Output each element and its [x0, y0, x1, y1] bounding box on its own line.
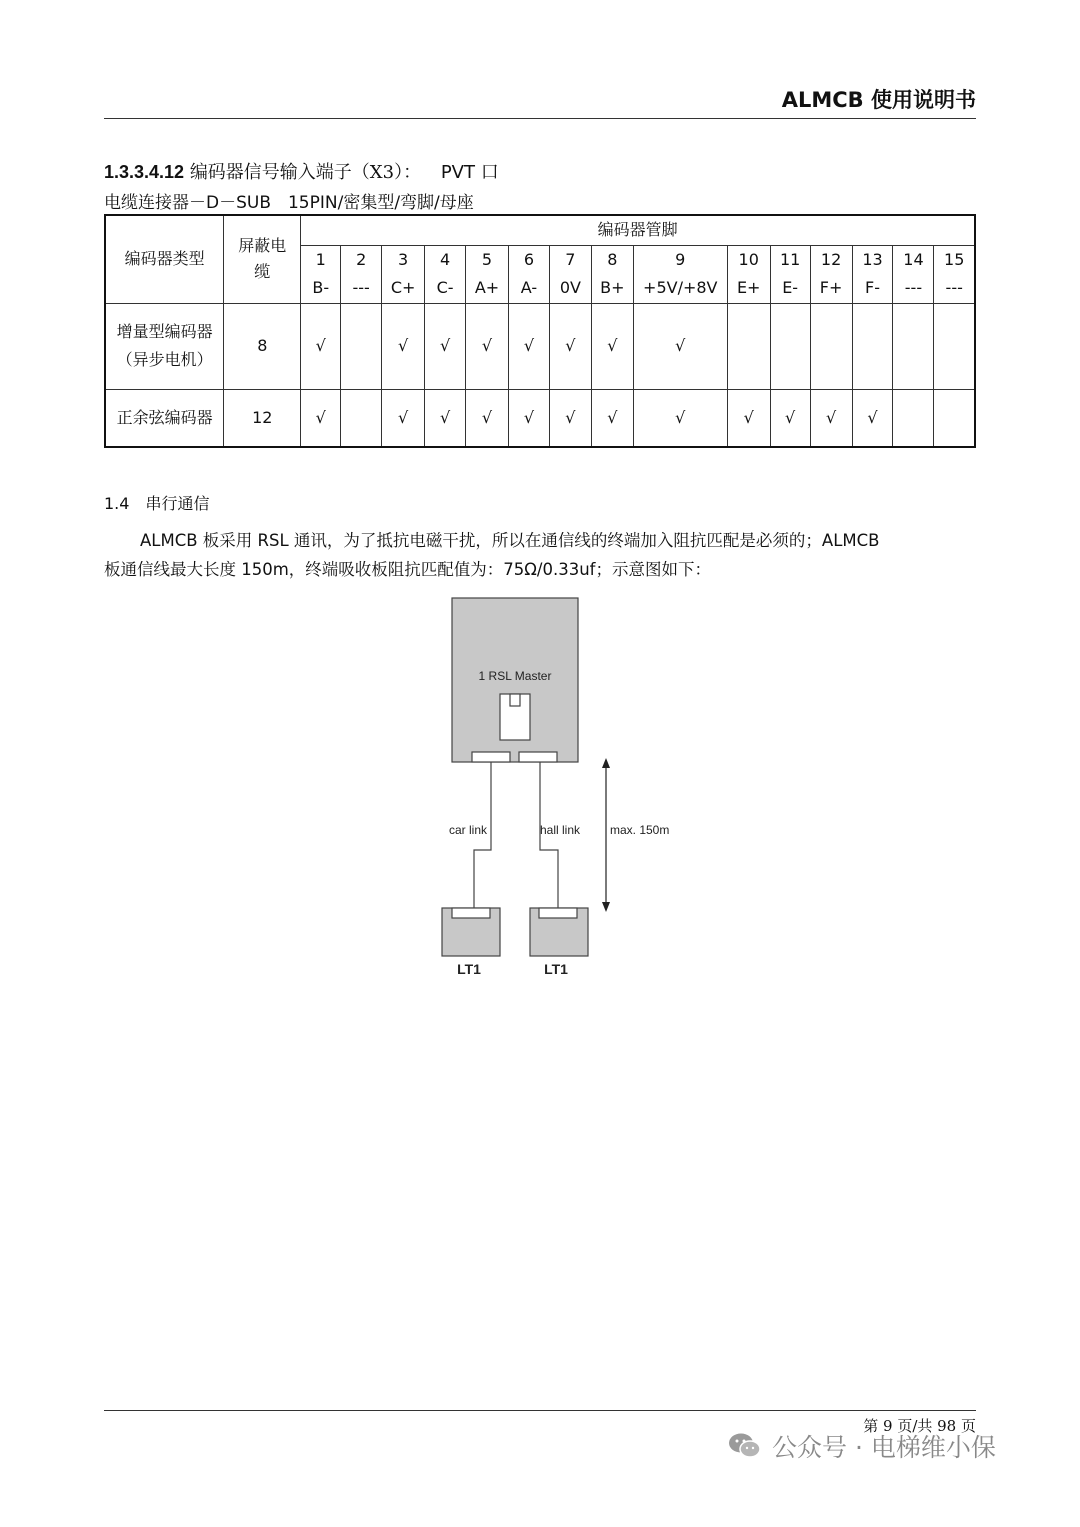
pin-signal: E-: [782, 278, 799, 297]
pin-signal: E+: [736, 278, 761, 297]
pin-header-4: [425, 245, 466, 303]
pin-header-6: [508, 245, 549, 303]
pin-check-cell: √: [852, 389, 893, 447]
pin-header-11: [770, 245, 810, 303]
pin-header-15: [934, 245, 975, 303]
pin-header-8: [591, 245, 633, 303]
table-row: [105, 303, 975, 389]
connector-description: 电缆连接器－D－SUB 15PIN/密集型/弯脚/母座: [104, 193, 474, 213]
chip-notch: [510, 694, 520, 706]
pin-check-cell: √: [466, 303, 509, 389]
pin-check-cell: [341, 303, 382, 389]
header-encoder-pins: 编码器管脚: [301, 215, 975, 245]
pin-check-cell: √: [591, 303, 633, 389]
encoder-type-cell: 增量型编码器（异步电机）: [105, 303, 224, 389]
car-link-port: [472, 752, 510, 762]
pin-check-cell: √: [301, 389, 341, 447]
section-number: 1.3.3.4.12: [104, 162, 185, 182]
arrow-down-head: [602, 902, 610, 912]
pin-signal: F-: [865, 278, 880, 297]
arrow-up-head: [602, 758, 610, 768]
pin-signal: 0V: [559, 278, 581, 297]
terminal-label-left: LT1: [457, 961, 481, 977]
pin-signal: C+: [390, 278, 416, 297]
pin-number: 15: [944, 250, 965, 269]
hall-link-label: hall link: [540, 823, 581, 837]
pin-signal: +5V/+8V: [643, 278, 718, 297]
pin-check-cell: √: [382, 389, 425, 447]
pin-check-cell: [341, 389, 382, 447]
terminal-port-left: [452, 908, 490, 918]
terminal-port-right: [539, 908, 577, 918]
pin-number: 5: [481, 250, 493, 269]
pin-check-cell: √: [508, 303, 549, 389]
pin-number: 7: [565, 250, 576, 269]
serial-paragraph: [104, 526, 976, 584]
pin-header-12: [810, 245, 852, 303]
pin-check-cell: √: [549, 303, 591, 389]
pin-check-cell: [852, 303, 893, 389]
pin-check-cell: √: [770, 389, 810, 447]
pin-header-3: [382, 245, 425, 303]
footer-rule: [104, 1410, 976, 1411]
pin-check-cell: √: [633, 303, 727, 389]
pin-signal: B+: [600, 278, 625, 297]
watermark-text: 公众号 · 电梯维小保: [772, 1433, 996, 1462]
pin-header-2: [341, 245, 382, 303]
pin-check-cell: [934, 389, 975, 447]
pin-check-cell: √: [591, 389, 633, 447]
table-row: [105, 389, 975, 447]
car-link-label: car link: [448, 823, 487, 837]
pin-signal: C-: [436, 278, 454, 297]
pin-header-10: [727, 245, 770, 303]
pin-check-cell: [727, 303, 770, 389]
shield-cable-cell: 8: [224, 303, 301, 389]
max-length-label: max. 150m: [610, 823, 670, 837]
pin-number: 13: [862, 250, 883, 269]
pin-signal: ---: [904, 278, 923, 297]
pin-number: 9: [675, 250, 686, 269]
pin-header-9: [633, 245, 727, 303]
pin-header-14: [893, 245, 934, 303]
pin-header-13: [852, 245, 893, 303]
encoder-pin-table: [104, 214, 976, 448]
serial-para-line2: 板通信线最大长度 150m，终端吸收板阻抗匹配值为：75Ω/0.33uf；示意图如下：: [104, 560, 711, 579]
pin-check-cell: [893, 389, 934, 447]
section-heading: [104, 158, 499, 184]
pin-check-cell: √: [466, 389, 509, 447]
serial-para-line1: ALMCB 板采用 RSL 通讯，为了抵抗电磁干扰，所以在通信线的终端加入阻抗匹配是必须的；ALMCB: [140, 531, 880, 550]
header-rule: [104, 118, 976, 119]
hall-link-port: [519, 752, 557, 762]
encoder-type-cell: 正余弦编码器: [105, 389, 224, 447]
watermark: [728, 1428, 996, 1464]
pin-header-1: [301, 245, 341, 303]
pin-check-cell: √: [382, 303, 425, 389]
shield-cable-cell: 12: [224, 389, 301, 447]
pin-number: 12: [820, 250, 842, 269]
pin-number: 14: [903, 250, 924, 269]
page-number: 第 9 页/共 98 页: [863, 1417, 976, 1435]
section-suffix: PVT 口: [440, 162, 499, 183]
pin-number: 10: [738, 250, 759, 269]
pin-check-cell: √: [727, 389, 770, 447]
header-shield-cable: [224, 215, 301, 303]
terminal-label-right: LT1: [544, 961, 568, 977]
pin-number: 4: [439, 250, 451, 269]
pin-check-cell: √: [425, 389, 466, 447]
pin-signal: A-: [520, 278, 538, 297]
rsl-wiring-diagram: [420, 590, 710, 990]
pin-signal: ---: [945, 278, 963, 297]
pin-signal: ---: [352, 278, 370, 297]
pin-check-cell: √: [425, 303, 466, 389]
rsl-master-label: 1 RSL Master: [478, 669, 552, 683]
pin-header-7: [549, 245, 591, 303]
pin-check-cell: √: [301, 303, 341, 389]
header-shield-text: 屏蔽电缆: [238, 236, 287, 282]
pin-number: 1: [315, 250, 326, 269]
wechat-icon: [728, 1432, 762, 1460]
pin-check-cell: [810, 303, 852, 389]
document-header-title: ALMCB 使用说明书: [781, 88, 976, 112]
pin-check-cell: √: [549, 389, 591, 447]
pin-number: 11: [779, 250, 801, 269]
section-title: 编码器信号输入端子（X3）：: [189, 162, 422, 183]
pin-check-cell: √: [508, 389, 549, 447]
pin-number: 8: [607, 250, 618, 269]
pin-check-cell: [934, 303, 975, 389]
pin-number: 6: [523, 250, 535, 269]
pin-signal: A+: [474, 278, 500, 297]
pin-check-cell: [893, 303, 934, 389]
pin-check-cell: √: [810, 389, 852, 447]
pin-signal: F+: [819, 278, 843, 297]
pin-signal: B-: [312, 278, 330, 297]
pin-check-cell: [770, 303, 810, 389]
pin-number: 2: [356, 250, 367, 269]
pin-check-cell: √: [633, 389, 727, 447]
pin-number: 3: [398, 250, 409, 269]
header-encoder-type: 编码器类型: [105, 215, 224, 303]
serial-heading: 1.4 串行通信: [104, 494, 210, 513]
pin-header-5: [466, 245, 509, 303]
